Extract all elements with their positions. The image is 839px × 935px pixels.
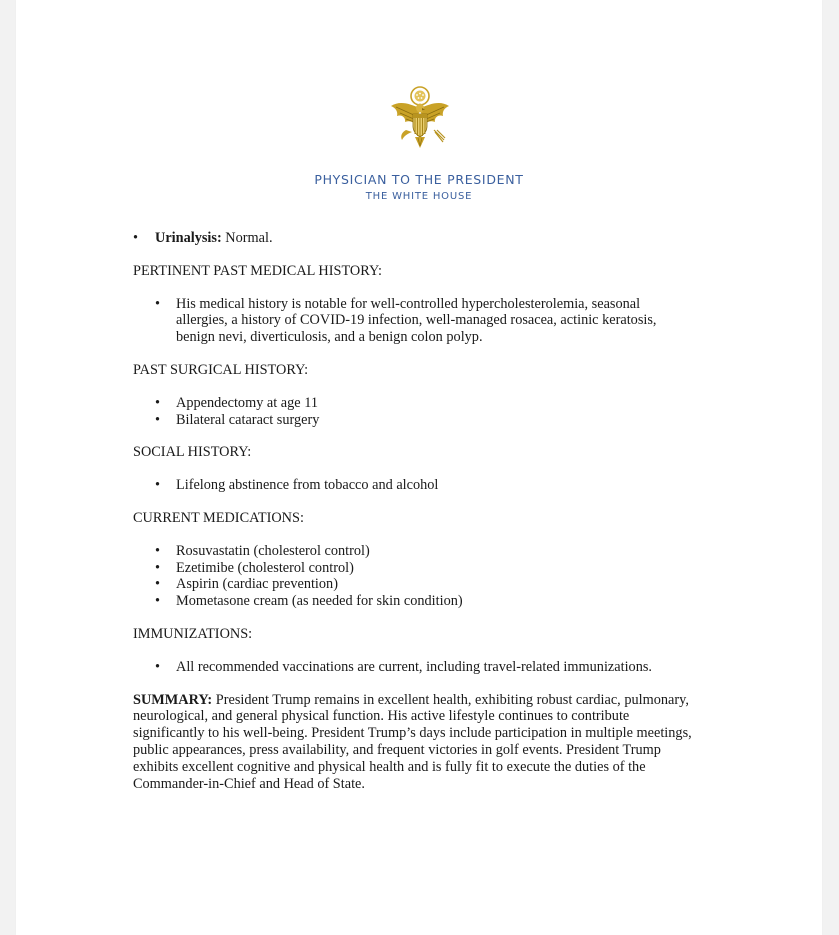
list-item: • His medical history is notable for well-controlled hypercholesterolemia, seasonal allergies, a history of COVID-19 infection, well-managed rosacea, actinic keratosis, benign nevi, diverticulosis, and a benign colon polyp.: [133, 296, 693, 346]
urinalysis-list: [133, 230, 693, 247]
immunizations-list: [133, 659, 693, 676]
list-item: • Appendectomy at age 11: [133, 395, 693, 412]
summary-label: SUMMARY:: [133, 691, 213, 708]
list-item: • Ezetimibe (cholesterol control): [133, 560, 693, 577]
social-history-heading: SOCIAL HISTORY:: [133, 444, 252, 461]
social-history-list: [133, 477, 693, 494]
list-item: • Aspirin (cardiac prevention): [133, 576, 693, 593]
immunizations-heading: IMMUNIZATIONS:: [133, 625, 253, 642]
document-page: [16, 0, 822, 935]
summary-text: President Trump remains in excellent health, exhibiting robust cardiac, pulmonary, neurological, and general physical function. His active lifestyle continues to contribute significantly to his well-being. President Trump’s days include participation in multiple meetings, public appearances, press availability, and frequent victories in golf events. President Trump exhibits excellent cognitive and physical health and is fully fit to execute the duties of the Commander-in-Chief and Head of State.: [133, 691, 692, 792]
current-medications-heading: CURRENT MEDICATIONS:: [133, 509, 304, 526]
list-item: • Bilateral cataract surgery: [133, 412, 693, 429]
urinalysis-item: [133, 230, 693, 247]
list-item: • Rosuvastatin (cholesterol control): [133, 543, 693, 560]
list-item: • Lifelong abstinence from tobacco and alcohol: [133, 477, 693, 494]
list-item: • Mometasone cream (as needed for skin condition): [133, 593, 693, 610]
past-medical-list: [133, 296, 693, 346]
past-surgical-list: [133, 395, 693, 429]
urinalysis-label: Urinalysis:: [155, 230, 222, 246]
letterhead-title: PHYSICIAN TO THE PRESIDENT: [314, 172, 524, 187]
letterhead-subtitle: THE WHITE HOUSE: [365, 191, 473, 202]
current-medications-list: [133, 543, 693, 610]
urinalysis-value: Normal.: [221, 230, 273, 246]
list-item: • All recommended vaccinations are current, including travel-related immunizations.: [133, 659, 693, 676]
presidential-seal-eagle-icon: [388, 86, 452, 152]
summary-paragraph: [133, 692, 693, 793]
past-medical-heading: PERTINENT PAST MEDICAL HISTORY:: [133, 262, 382, 279]
past-surgical-heading: PAST SURGICAL HISTORY:: [133, 361, 309, 378]
document-body: [133, 230, 693, 792]
